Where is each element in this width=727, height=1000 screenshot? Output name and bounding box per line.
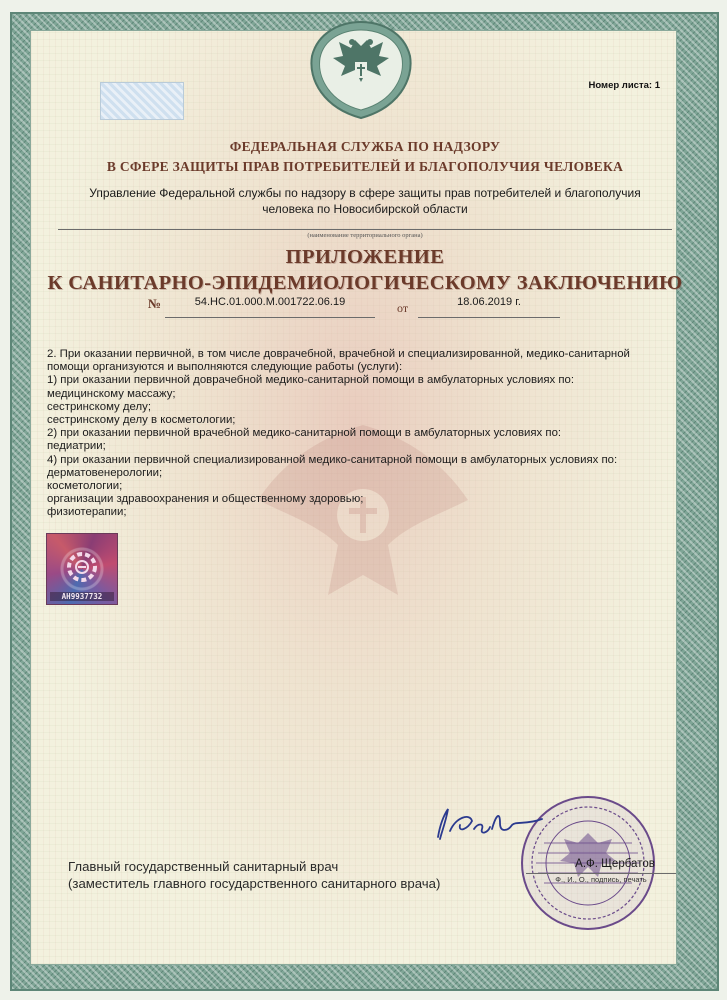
title-line: ПРИЛОЖЕНИЕ: [285, 246, 445, 268]
department-line: человека по Новосибирской области: [262, 202, 468, 216]
agency-line: ФЕДЕРАЛЬНАЯ СЛУЖБА ПО НАДЗОРУ: [229, 139, 501, 154]
holographic-strip: [100, 82, 184, 120]
title-line: К САНИТАРНО-ЭПИДЕМИОЛОГИЧЕСКОМУ ЗАКЛЮЧЕНИЮ: [47, 272, 683, 294]
body-line: помощи организуются и выполняются следующие работы (услуги):: [47, 361, 403, 374]
conclusion-date: 18.06.2019 г.: [418, 296, 560, 318]
body-line: 2) при оказании первичной врачебной медико-санитарной помощи в амбулаторных условиях по:: [47, 427, 562, 440]
date-label: от: [397, 301, 409, 315]
body-line: педиатрии;: [47, 440, 106, 453]
body-line: физиотерапии;: [47, 506, 127, 519]
signatory-name: А.Ф. Щербатов: [575, 858, 655, 870]
signature: [430, 803, 550, 843]
department-name: [60, 185, 670, 217]
services-list: [47, 348, 667, 520]
agency-line: В СФЕРЕ ЗАЩИТЫ ПРАВ ПОТРЕБИТЕЛЕЙ И БЛАГОПОЛУЧИЯ ЧЕЛОВЕКА: [106, 159, 624, 174]
position-line: Главный государственный санитарный врач: [68, 859, 339, 874]
body-line: дерматовенерологии;: [47, 466, 163, 479]
signatory-caption: Ф., И., О., подпись, печать: [555, 875, 647, 884]
department-caption: (наименование территориального органа): [307, 232, 423, 239]
divider: [526, 873, 676, 874]
body-line: организации здравоохранения и общественному здоровью;: [47, 493, 364, 506]
position-title: [68, 858, 528, 892]
conclusion-number: 54.НС.01.000.М.001722.06.19: [165, 296, 375, 318]
agency-name: [40, 137, 690, 177]
body-line: 2. При оказании первичной, в том числе доврачебной, врачебной и специализированной, медико-санитарной: [47, 348, 630, 360]
body-line: сестринскому делу в косметологии;: [47, 414, 236, 427]
body-line: 4) при оказании первичной специализированной медико-санитарной помощи в амбулаторных условиях по:: [47, 453, 618, 466]
gear-icon: [64, 549, 100, 585]
body-line: медицинскому массажу;: [47, 387, 176, 400]
body-line: косметологии;: [47, 480, 123, 493]
divider: [58, 229, 672, 230]
sheet-number: Номер листа: 1: [588, 80, 660, 91]
body-line: 1) при оказании первичной доврачебной медико-санитарной помощи в амбулаторных условиях по:: [47, 374, 575, 387]
body-line: сестринскому делу;: [47, 400, 152, 413]
hologram-sticker: [46, 533, 118, 605]
number-label: №: [148, 296, 162, 311]
hologram-serial: АН9937732: [50, 592, 114, 601]
position-line: (заместитель главного государственного санитарного врача): [68, 876, 441, 891]
coat-of-arms-emblem: [306, 18, 416, 122]
document-title: [40, 244, 690, 296]
department-line: Управление Федеральной службы по надзору в сфере защиты прав потребителей и благополучия: [89, 186, 641, 200]
